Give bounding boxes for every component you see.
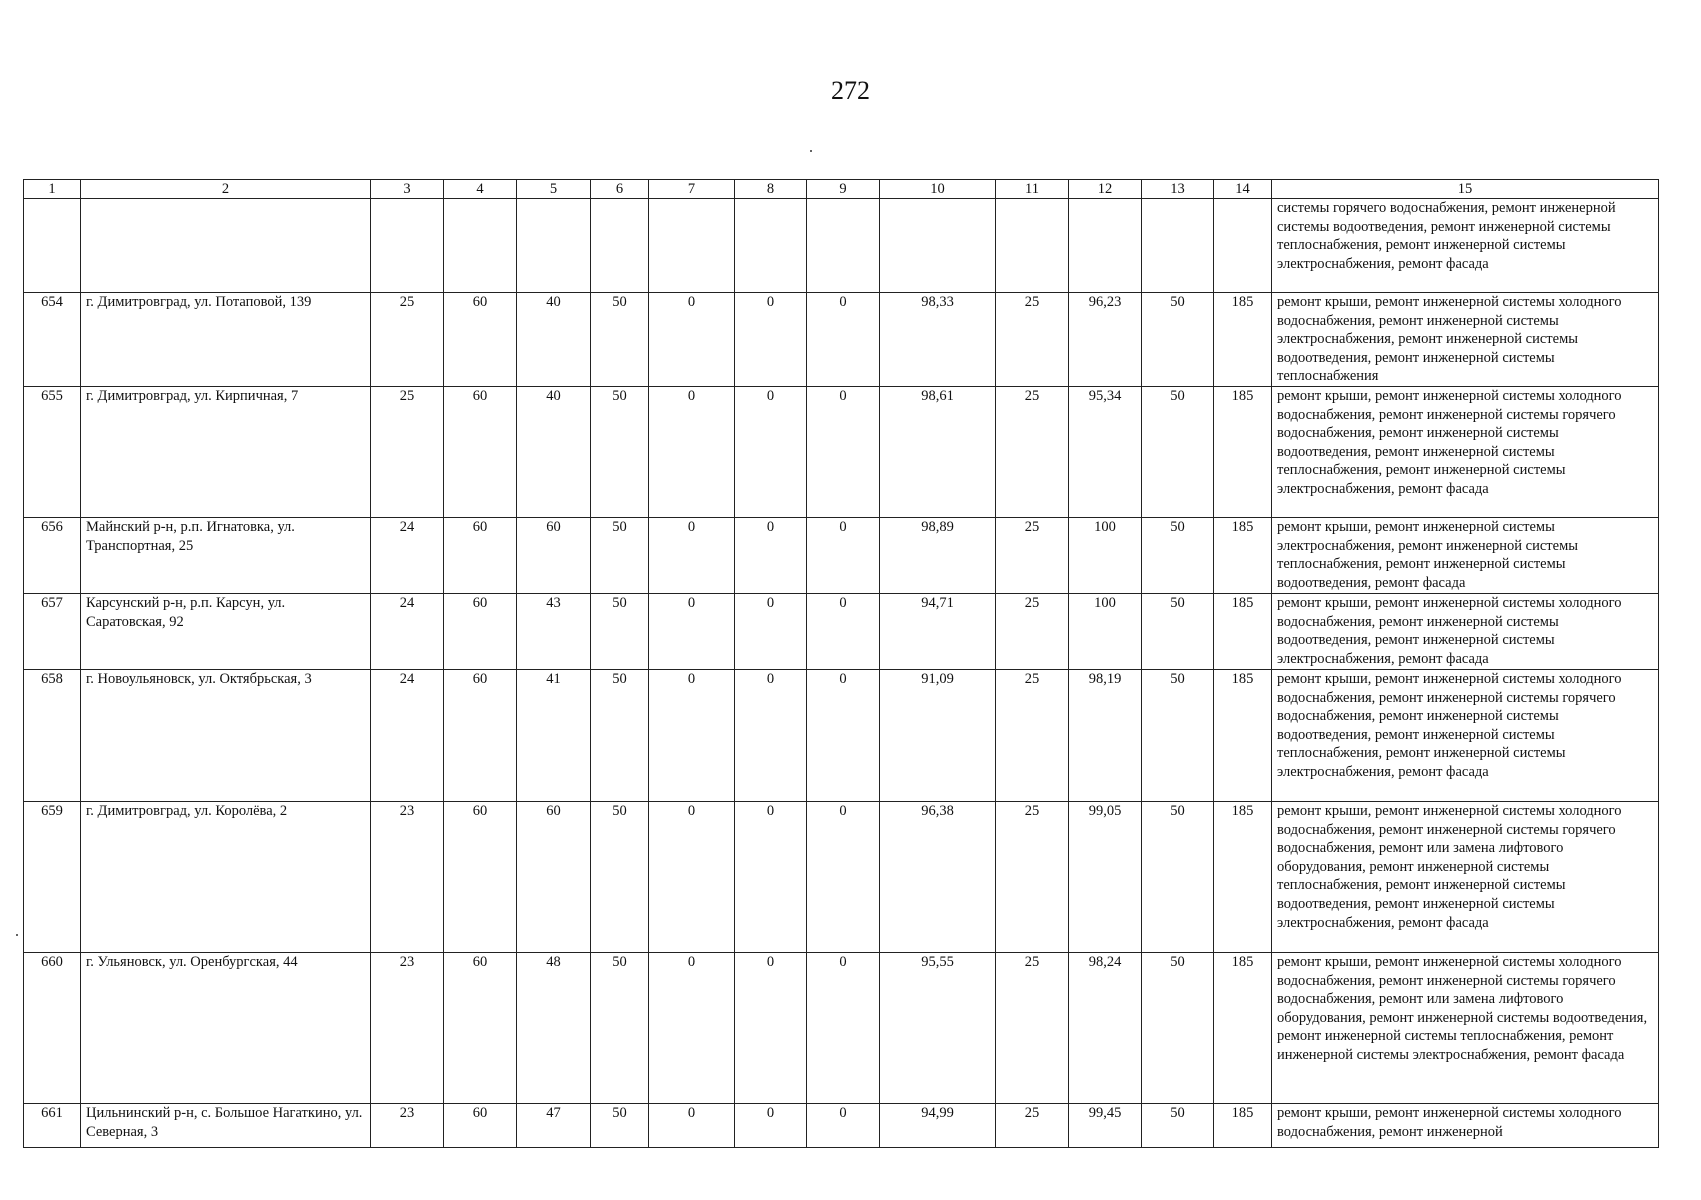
column-header: 1 xyxy=(24,180,81,199)
value-cell: 0 xyxy=(649,670,735,802)
value-cell: 98,61 xyxy=(880,387,996,518)
value-cell: 25 xyxy=(996,670,1069,802)
value-cell: 60 xyxy=(444,387,517,518)
value-cell: 99,05 xyxy=(1069,802,1142,953)
continuation-row xyxy=(24,199,1659,293)
scan-speck xyxy=(810,150,812,152)
value-cell: 25 xyxy=(996,1104,1069,1148)
value-cell: 0 xyxy=(735,802,807,953)
column-header: 2 xyxy=(81,180,371,199)
value-cell: 50 xyxy=(591,293,649,387)
value-cell: 60 xyxy=(444,953,517,1104)
table-row xyxy=(24,387,1659,518)
value-cell: 185 xyxy=(1214,953,1272,1104)
works-cell: ремонт крыши, ремонт инженерной системы электроснабжения, ремонт инженерной системы теплоснабжения, ремонт инженерной системы водоотведения, ремонт фасада xyxy=(1272,518,1659,594)
table-row xyxy=(24,1104,1659,1148)
value-cell: 43 xyxy=(517,594,591,670)
value-cell: 185 xyxy=(1214,1104,1272,1148)
table-row xyxy=(24,802,1659,953)
value-cell: 25 xyxy=(996,802,1069,953)
column-header: 15 xyxy=(1272,180,1659,199)
value-cell: 25 xyxy=(996,387,1069,518)
column-header: 14 xyxy=(1214,180,1272,199)
value-cell: 98,19 xyxy=(1069,670,1142,802)
value-cell: 23 xyxy=(371,953,444,1104)
value-cell: 40 xyxy=(517,387,591,518)
value-cell: 24 xyxy=(371,518,444,594)
value-cell: 60 xyxy=(444,670,517,802)
value-cell: 60 xyxy=(444,594,517,670)
column-header: 7 xyxy=(649,180,735,199)
value-cell: 91,09 xyxy=(880,670,996,802)
value-cell: 100 xyxy=(1069,518,1142,594)
value-cell: 25 xyxy=(996,518,1069,594)
value-cell: 25 xyxy=(996,953,1069,1104)
value-cell: 50 xyxy=(1142,670,1214,802)
value-cell: 60 xyxy=(444,293,517,387)
address-cell: Майнский р-н, р.п. Игнатовка, ул. Транспортная, 25 xyxy=(81,518,371,594)
table-row xyxy=(24,670,1659,802)
row-number: 660 xyxy=(24,953,81,1104)
column-header: 9 xyxy=(807,180,880,199)
value-cell: 0 xyxy=(807,387,880,518)
value-cell: 185 xyxy=(1214,518,1272,594)
address-cell: г. Димитровград, ул. Кирпичная, 7 xyxy=(81,387,371,518)
value-cell: 0 xyxy=(649,1104,735,1148)
table-row xyxy=(24,953,1659,1104)
page-number: 272 xyxy=(831,76,870,105)
value-cell: 48 xyxy=(517,953,591,1104)
works-cell: ремонт крыши, ремонт инженерной системы холодного водоснабжения, ремонт инженерной системы горячего водоснабжения, ремонт или замена лифтового оборудования, ремонт инженерной системы водоотведения, ремонт инженерной системы теплоснабжения, ремонт инженерной системы электроснабжения, ремонт фасада xyxy=(1272,953,1659,1104)
row-number: 661 xyxy=(24,1104,81,1148)
value-cell: 60 xyxy=(517,802,591,953)
scan-speck xyxy=(16,934,18,936)
address-cell: Карсунский р-н, р.п. Карсун, ул. Саратовская, 92 xyxy=(81,594,371,670)
column-header: 13 xyxy=(1142,180,1214,199)
value-cell: 50 xyxy=(1142,387,1214,518)
works-cell: ремонт крыши, ремонт инженерной системы холодного водоснабжения, ремонт инженерной системы горячего водоснабжения, ремонт инженерной системы водоотведения, ремонт инженерной системы теплоснабжения, ремонт инженерной системы электроснабжения, ремонт фасада xyxy=(1272,670,1659,802)
works-cell: ремонт крыши, ремонт инженерной системы холодного водоснабжения, ремонт инженерной системы горячего водоснабжения, ремонт инженерной системы водоотведения, ремонт инженерной системы теплоснабжения, ремонт инженерной системы электроснабжения, ремонт фасада xyxy=(1272,387,1659,518)
value-cell: 185 xyxy=(1214,802,1272,953)
column-header: 4 xyxy=(444,180,517,199)
column-header: 5 xyxy=(517,180,591,199)
table-row xyxy=(24,594,1659,670)
column-header: 8 xyxy=(735,180,807,199)
value-cell: 50 xyxy=(591,387,649,518)
value-cell: 25 xyxy=(371,293,444,387)
works-cell: ремонт крыши, ремонт инженерной системы холодного водоснабжения, ремонт инженерной системы горячего водоснабжения, ремонт или замена лифтового оборудования, ремонт инженерной системы теплоснабжения, ремонт инженерной системы водоотведения, ремонт инженерной системы электроснабжения, ремонт фасада xyxy=(1272,802,1659,953)
column-header: 12 xyxy=(1069,180,1142,199)
row-number: 655 xyxy=(24,387,81,518)
value-cell: 0 xyxy=(649,953,735,1104)
value-cell: 60 xyxy=(444,518,517,594)
value-cell: 50 xyxy=(1142,594,1214,670)
value-cell: 94,71 xyxy=(880,594,996,670)
value-cell: 23 xyxy=(371,1104,444,1148)
address-cell: г. Димитровград, ул. Королёва, 2 xyxy=(81,802,371,953)
value-cell: 0 xyxy=(735,670,807,802)
column-header: 3 xyxy=(371,180,444,199)
value-cell: 25 xyxy=(371,387,444,518)
value-cell: 95,34 xyxy=(1069,387,1142,518)
value-cell: 0 xyxy=(649,387,735,518)
value-cell: 0 xyxy=(807,594,880,670)
value-cell: 0 xyxy=(807,518,880,594)
value-cell: 0 xyxy=(735,387,807,518)
address-cell: Цильнинский р-н, с. Большое Нагаткино, ул. Северная, 3 xyxy=(81,1104,371,1148)
value-cell: 98,89 xyxy=(880,518,996,594)
value-cell: 98,33 xyxy=(880,293,996,387)
value-cell: 50 xyxy=(591,594,649,670)
value-cell: 185 xyxy=(1214,670,1272,802)
value-cell: 23 xyxy=(371,802,444,953)
works-cell: ремонт крыши, ремонт инженерной системы холодного водоснабжения, ремонт инженерной системы водоотведения, ремонт инженерной системы электроснабжения, ремонт фасада xyxy=(1272,594,1659,670)
row-number: 658 xyxy=(24,670,81,802)
value-cell: 50 xyxy=(591,802,649,953)
value-cell: 60 xyxy=(517,518,591,594)
table-row xyxy=(24,293,1659,387)
row-number: 656 xyxy=(24,518,81,594)
value-cell: 40 xyxy=(517,293,591,387)
works-cell: системы горячего водоснабжения, ремонт инженерной системы водоотведения, ремонт инженерной системы теплоснабжения, ремонт инженерной системы электроснабжения, ремонт фасада xyxy=(1272,199,1659,293)
value-cell: 50 xyxy=(591,1104,649,1148)
value-cell: 99,45 xyxy=(1069,1104,1142,1148)
value-cell: 98,24 xyxy=(1069,953,1142,1104)
value-cell: 0 xyxy=(735,594,807,670)
value-cell: 0 xyxy=(735,1104,807,1148)
value-cell: 0 xyxy=(735,518,807,594)
value-cell: 95,55 xyxy=(880,953,996,1104)
value-cell: 185 xyxy=(1214,387,1272,518)
works-cell: ремонт крыши, ремонт инженерной системы холодного водоснабжения, ремонт инженерной xyxy=(1272,1104,1659,1148)
value-cell: 96,23 xyxy=(1069,293,1142,387)
value-cell: 50 xyxy=(1142,1104,1214,1148)
value-cell: 47 xyxy=(517,1104,591,1148)
column-header: 10 xyxy=(880,180,996,199)
value-cell: 50 xyxy=(1142,953,1214,1104)
value-cell: 94,99 xyxy=(880,1104,996,1148)
address-cell: г. Димитровград, ул. Потаповой, 139 xyxy=(81,293,371,387)
value-cell: 0 xyxy=(807,1104,880,1148)
value-cell: 0 xyxy=(807,293,880,387)
value-cell: 100 xyxy=(1069,594,1142,670)
value-cell: 60 xyxy=(444,1104,517,1148)
value-cell: 50 xyxy=(591,670,649,802)
address-cell: г. Новоульяновск, ул. Октябрьская, 3 xyxy=(81,670,371,802)
value-cell: 50 xyxy=(1142,293,1214,387)
value-cell: 0 xyxy=(649,594,735,670)
column-header: 6 xyxy=(591,180,649,199)
value-cell: 0 xyxy=(649,293,735,387)
value-cell: 0 xyxy=(649,802,735,953)
row-number: 657 xyxy=(24,594,81,670)
value-cell: 50 xyxy=(591,518,649,594)
column-number-row xyxy=(24,180,1659,199)
value-cell: 0 xyxy=(807,953,880,1104)
table-row xyxy=(24,518,1659,594)
value-cell: 96,38 xyxy=(880,802,996,953)
value-cell: 60 xyxy=(444,802,517,953)
value-cell: 0 xyxy=(807,802,880,953)
value-cell: 50 xyxy=(1142,802,1214,953)
column-header: 11 xyxy=(996,180,1069,199)
value-cell: 0 xyxy=(649,518,735,594)
row-number: 659 xyxy=(24,802,81,953)
value-cell: 24 xyxy=(371,670,444,802)
value-cell: 24 xyxy=(371,594,444,670)
value-cell: 50 xyxy=(591,953,649,1104)
value-cell: 41 xyxy=(517,670,591,802)
value-cell: 25 xyxy=(996,293,1069,387)
value-cell: 50 xyxy=(1142,518,1214,594)
value-cell: 185 xyxy=(1214,293,1272,387)
value-cell: 25 xyxy=(996,594,1069,670)
repair-program-table xyxy=(23,179,1659,1148)
address-cell: г. Ульяновск, ул. Оренбургская, 44 xyxy=(81,953,371,1104)
value-cell: 0 xyxy=(735,953,807,1104)
row-number: 654 xyxy=(24,293,81,387)
works-cell: ремонт крыши, ремонт инженерной системы холодного водоснабжения, ремонт инженерной системы электроснабжения, ремонт инженерной системы водоотведения, ремонт инженерной системы теплоснабжения xyxy=(1272,293,1659,387)
value-cell: 0 xyxy=(807,670,880,802)
value-cell: 0 xyxy=(735,293,807,387)
value-cell: 185 xyxy=(1214,594,1272,670)
